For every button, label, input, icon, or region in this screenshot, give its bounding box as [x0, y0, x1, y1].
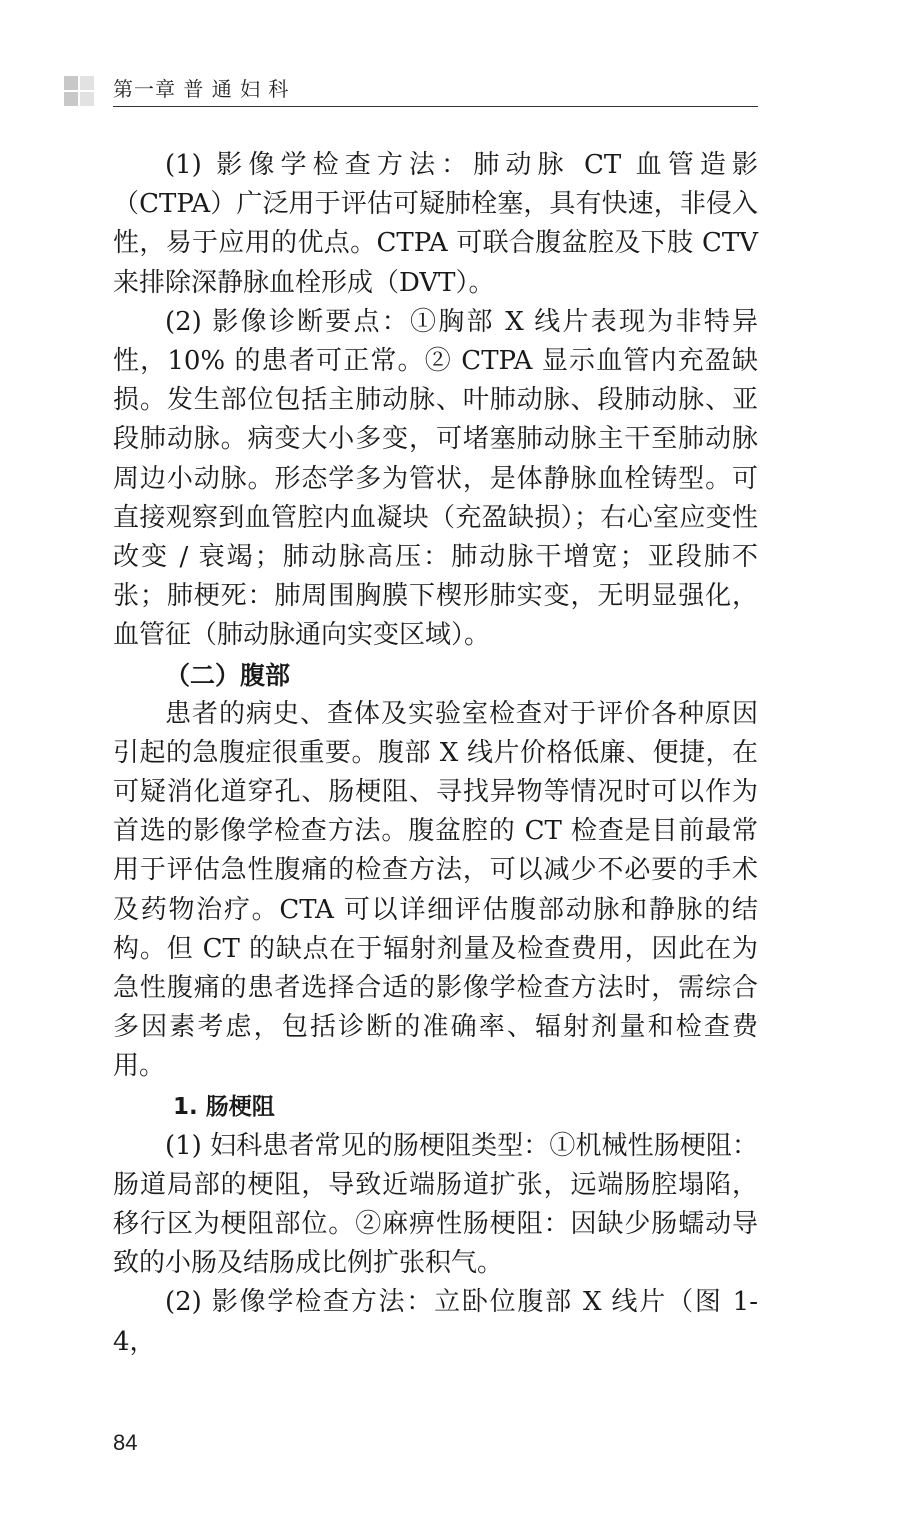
- page-number: 84: [113, 1430, 138, 1455]
- paragraph-obstruction-imaging: (2) 影像学检查方法：立卧位腹部 X 线片（图 1-4，: [113, 1287, 758, 1357]
- section-heading-abdomen: （二）腹部: [165, 660, 291, 690]
- running-head-title: 第一章 普 通 妇 科: [113, 77, 290, 101]
- header-decoration: [64, 76, 96, 106]
- paragraph-abdomen-intro: 患者的病史、查体及实验室检查对于评价各种原因引起的急腹症很重要。腹部 X 线片价格低廉、便捷，在可疑消化道穿孔、肠梗阻、寻找异物等情况时可以作为首选的影像学检查方法。腹盆腔的 CT 检查是目前最常用于评估急性腹痛的检查方法，可以减少不必要的手术及药物治疗。CTA 可以详细评估腹部动脉和静脉的结构。但 CT 的缺点在于辐射剂量及检查费用，因此在为急性腹痛的患者选择合适的影像学检查方法时，需综合多因素考虑，包括诊断的准确率、辐射剂量和检查费用。: [113, 698, 758, 1082]
- paragraph-imaging-diagnosis: (2) 影像诊断要点：①胸部 X 线片表现为非特异性，10% 的患者可正常。② CTPA 显示血管内充盈缺损。发生部位包括主肺动脉、叶肺动脉、段肺动脉、亚段肺动脉。病变大小多变，可堵塞肺动脉主干至肺动脉周边小动脉。形态学多为管状，是体静脉血栓铸型。可直接观察到血管腔内血凝块（充盈缺损）；右心室应变性改变 / 衰竭；肺动脉高压：肺动脉干增宽；亚段肺不张；肺梗死：肺周围胸膜下楔形肺实变，无明显强化，血管征（肺动脉通向实变区域）。: [113, 306, 758, 651]
- paragraph-imaging-method: (1) 影像学检查方法：肺动脉 CT 血管造影（CTPA）广泛用于评估可疑肺栓塞，具有快速，非侵入性，易于应用的优点。CTPA 可联合腹盆腔及下肢 CTV 来排除深静脉血栓形成（DVT）。: [113, 150, 758, 298]
- body-text: [113, 146, 758, 1362]
- header-rule: [113, 106, 758, 107]
- subsection-heading-obstruction: 1. 肠梗阻: [173, 1093, 275, 1120]
- paragraph-obstruction-types: (1) 妇科患者常见的肠梗阻类型：①机械性肠梗阻：肠道局部的梗阻，导致近端肠道扩张，远端肠腔塌陷，移行区为梗阻部位。②麻痹性肠梗阻：因缺少肠蠕动导致的小肠及结肠成比例扩张积气。: [113, 1130, 758, 1279]
